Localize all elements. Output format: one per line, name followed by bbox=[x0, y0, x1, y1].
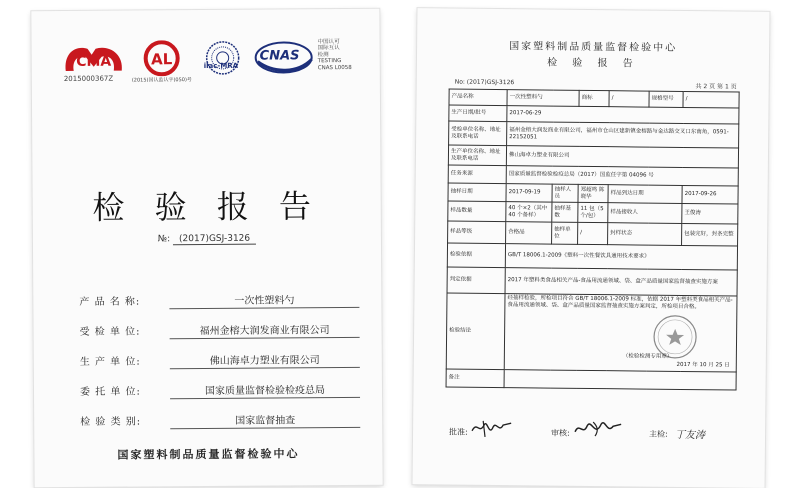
cnas-side-line: 中国认可 bbox=[317, 39, 340, 46]
svg-text:AL: AL bbox=[151, 50, 173, 69]
report-header-title: 国家塑料制品质量监督检验中心 bbox=[509, 41, 678, 54]
table-row bbox=[448, 221, 738, 246]
table-label: 样品等级 bbox=[448, 221, 506, 244]
cnas-side-line: CNAS L0058 bbox=[317, 64, 352, 71]
cover-report-number bbox=[33, 233, 381, 245]
certification-logos bbox=[62, 39, 362, 101]
table-value: 11 包（5 个/包） bbox=[578, 202, 608, 222]
table-value: 郑超鸣 陈晓华 bbox=[578, 184, 608, 202]
review-label: 审核: bbox=[551, 428, 570, 438]
cnas-side-text bbox=[318, 39, 352, 71]
main-inspector-label: 主检: bbox=[649, 429, 668, 439]
table-value: 40 个×2（其中 40 个备样） bbox=[506, 202, 552, 222]
report-no-label: №: bbox=[157, 234, 171, 245]
table-value: 福州金榕大润发商业有限公司，福州市仓山区建新镇金榕路与金达路交叉口东南角，0591-22152051 bbox=[507, 122, 739, 148]
table-label: 封样状态 bbox=[608, 223, 682, 246]
table-value: 2017-06-29 bbox=[507, 106, 739, 124]
info-row-category bbox=[80, 411, 350, 429]
report-number: No: (2017)GSJ-3126 bbox=[454, 78, 515, 87]
table-row bbox=[446, 369, 736, 390]
info-value: 国家质量监督检验检疫总局 bbox=[170, 381, 360, 399]
cnas-side-line: 检测 bbox=[317, 51, 329, 59]
info-label: 受 检 单 位: bbox=[79, 326, 141, 338]
table-value: 包装完好，封条完整 bbox=[682, 223, 738, 246]
report-no-value: (2017)GSJ-3126 bbox=[173, 234, 256, 246]
approver-signature-icon bbox=[469, 417, 515, 439]
info-label: 产 品 名 称: bbox=[79, 296, 141, 308]
table-row bbox=[446, 293, 737, 372]
conclusion-cell bbox=[504, 294, 737, 372]
table-value: 2017 年塑料类食品相关产品-食品用流通领域、袋、盒产品质量国家监督抽查实施方案 bbox=[505, 268, 737, 296]
report-header-subtitle: 检 验 报 告 bbox=[547, 57, 639, 70]
table-value: 2017-09-19 bbox=[506, 184, 552, 202]
cover-title: 检 验 报 告 bbox=[92, 187, 322, 227]
table-label: 检验结论 bbox=[446, 293, 505, 370]
report-cover-page bbox=[31, 9, 382, 487]
info-value: 一次性塑料勺 bbox=[169, 291, 359, 309]
table-label: 产品名称 bbox=[449, 89, 507, 106]
cnas-side-line: 国际互认 bbox=[317, 45, 340, 52]
table-value: 国家质量监督检验检疫总局（2017）国监任字第 04096 号 bbox=[506, 166, 738, 186]
cnas-text: CNAS bbox=[259, 48, 300, 64]
info-value: 佛山海卓力塑业有限公司 bbox=[170, 351, 360, 369]
table-value: 2017-09-26 bbox=[682, 185, 738, 204]
table-value: / bbox=[609, 91, 649, 107]
svg-text:CMA: CMA bbox=[76, 53, 112, 70]
report-detail-page bbox=[413, 8, 770, 488]
info-label: 委 托 单 位: bbox=[79, 386, 141, 398]
table-label: 抽样单位 bbox=[552, 222, 578, 244]
info-value: 福州金榕大润发商业有限公司 bbox=[170, 321, 360, 339]
table-label: 规格型号 bbox=[649, 91, 683, 107]
table-label: 抽样基数 bbox=[552, 202, 578, 222]
seal-text: （检验检测专用章） bbox=[622, 353, 673, 360]
table-value: / bbox=[683, 91, 739, 108]
info-row-product bbox=[79, 291, 349, 309]
cover-footer: 国家塑料制品质量监督检验中心 bbox=[117, 447, 300, 462]
table-label: 样品到达日期 bbox=[608, 185, 682, 204]
table-label: 判定依据 bbox=[447, 267, 505, 294]
cnas-side-line: TESTING bbox=[317, 58, 342, 65]
table-value: GB/T 18006.1-2009《塑料一次性餐饮具通用技术要求》 bbox=[505, 244, 737, 270]
report-table bbox=[446, 89, 740, 391]
table-label: 检验依据 bbox=[447, 243, 505, 268]
table-label: 样品接收人 bbox=[608, 203, 682, 224]
cal-caption: (2015)国认监认字(050)号 bbox=[131, 77, 192, 84]
ilac-mra-logo bbox=[198, 40, 248, 80]
table-row bbox=[449, 121, 739, 148]
table-label: 生产单位名称、地址及联系电话 bbox=[448, 145, 506, 166]
table-label: 受检单位名称、地址及联系电话 bbox=[449, 121, 507, 146]
info-label: 检 验 类 别: bbox=[80, 416, 142, 428]
cal-logo bbox=[131, 40, 194, 84]
table-label: 样品数量 bbox=[448, 201, 506, 222]
approve-label: 批准: bbox=[449, 427, 468, 437]
info-value: 国家监督抽查 bbox=[170, 411, 360, 429]
table-value: 合格品 bbox=[506, 222, 552, 244]
table-label: 备注 bbox=[446, 369, 504, 388]
cma-logo bbox=[62, 41, 126, 81]
cnas-logo bbox=[254, 39, 354, 84]
main-inspector-name: 丁友涛 bbox=[674, 429, 706, 442]
sign-date: 2017 年 10 月 25 日 bbox=[676, 361, 730, 369]
table-value: / bbox=[578, 222, 608, 244]
table-value: 一次性塑料勺 bbox=[507, 90, 579, 107]
table-value: 王俊涛 bbox=[682, 203, 738, 224]
table-label: 生产日期/批号 bbox=[449, 105, 507, 122]
table-value: 佛山海卓力塑业有限公司 bbox=[506, 146, 738, 168]
reviewer-signature-icon bbox=[573, 416, 623, 441]
info-row-client bbox=[80, 381, 350, 399]
table-label: 任务来源 bbox=[448, 165, 506, 184]
info-label: 生 产 单 位: bbox=[79, 356, 141, 368]
table-label: 抽样人员 bbox=[552, 184, 578, 202]
table-label: 商标 bbox=[579, 90, 609, 106]
info-row-producer bbox=[80, 351, 350, 369]
page-indicator: 共 2 页 第 1 页 bbox=[695, 83, 737, 91]
cma-number: 2015000367Z bbox=[63, 74, 114, 83]
table-label: 抽样日期 bbox=[448, 183, 506, 202]
table-row bbox=[447, 267, 737, 296]
ilac-text: ilac-MRA bbox=[203, 61, 239, 71]
table-value: 经抽样检验，所检项目符合 GB/T 18006.1-2009 标准，依据 2017 年塑料类食品相关产品-食品用流通领域、袋、盒产品质量国家监督抽查实施方案判定，所检项目合格。 bbox=[507, 295, 733, 311]
table-row bbox=[447, 243, 737, 270]
table-value bbox=[504, 370, 736, 390]
info-row-inspected-unit bbox=[80, 321, 350, 339]
